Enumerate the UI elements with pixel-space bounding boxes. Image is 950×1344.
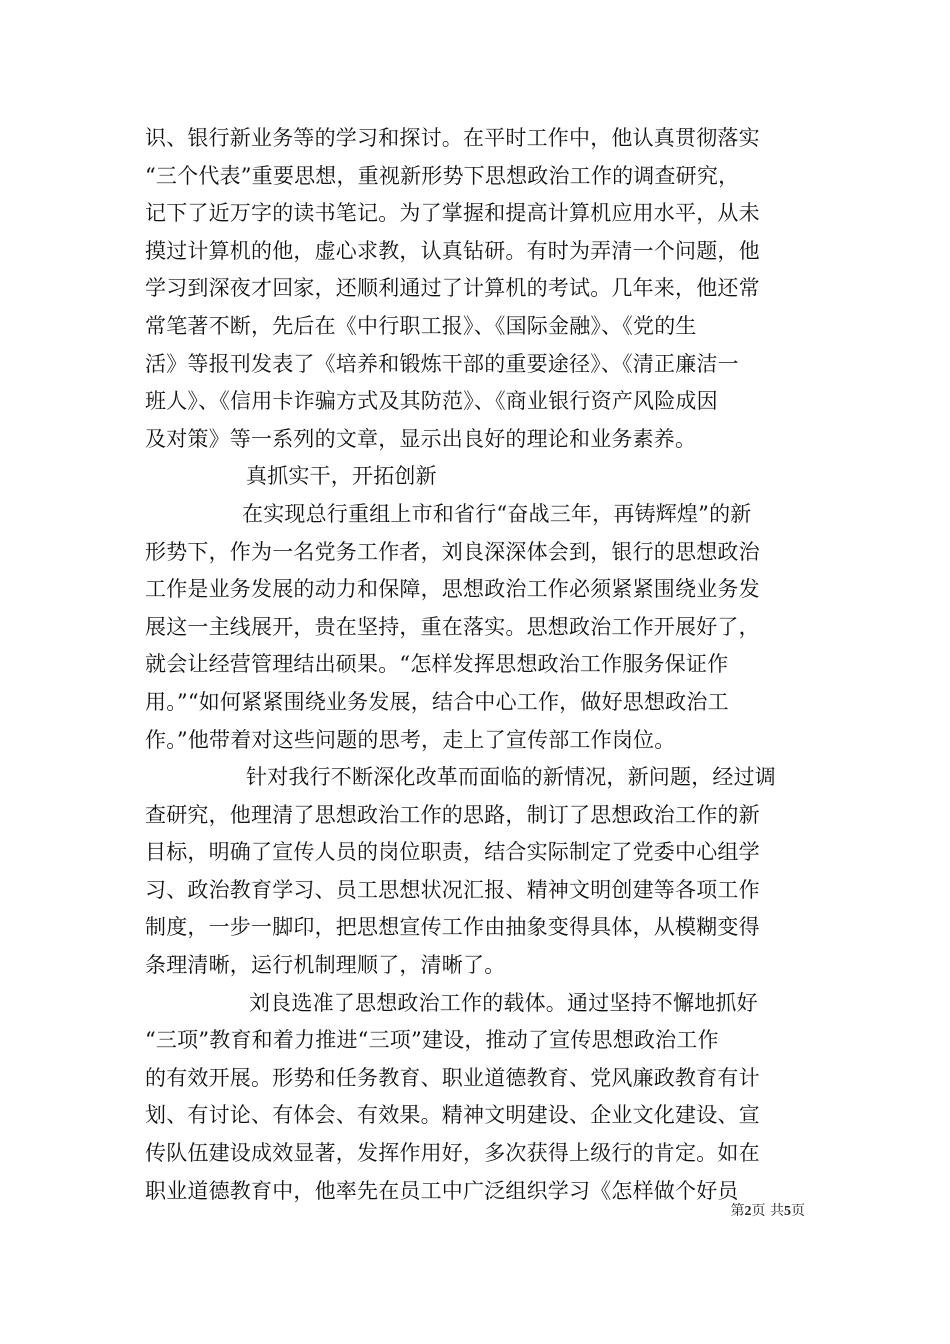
text-line: 查研究，他理清了思想政治工作的思路，制订了思想政治工作的新 xyxy=(145,802,760,827)
text-line: 传队伍建设成效显著，发挥作用好，多次获得上级行的肯定。如在 xyxy=(145,1141,760,1166)
text-line: 常笔著不断，先后在《中行职工报》、《国际金融》、《党的生 xyxy=(145,313,697,338)
text-line: 用。”“如何紧紧围绕业务发展，结合中心工作，做好思想政治工 xyxy=(145,689,729,714)
total-pages-number: 5 xyxy=(784,1204,791,1219)
footer-middle: 页 共 xyxy=(751,1203,784,1219)
footer-prefix: 第 xyxy=(730,1203,745,1219)
text-line: 在实现总行重组上市和省行“奋战三年，再铸辉煌”的新 xyxy=(242,501,752,526)
text-line: 的有效开展。形势和任务教育、职业道德教育、党风廉政教育有计 xyxy=(145,1065,760,1090)
text-line: 条理清晰，运行机制理顺了，清晰了。 xyxy=(145,953,506,978)
text-line: “三个代表”重要思想，重视新形势下思想政治工作的调查研究， xyxy=(145,163,740,188)
text-line: 作。”他带着对这些问题的思考，走上了宣传部工作岗位。 xyxy=(145,727,676,752)
document-body xyxy=(145,120,805,1210)
text-line: 针对我行不断深化改革而面临的新情况，新问题，经过调 xyxy=(246,765,776,790)
text-line: 工作是业务发展的动力和保障，思想政治工作必须紧紧围绕业务发 xyxy=(145,577,760,602)
text-line: 习、政治教育学习、员工思想状况汇报、精神文明创建等各项工作 xyxy=(145,877,760,902)
text-line: “三项”教育和着力推进“三项”建设，推动了宣传思想政治工作 xyxy=(145,1028,719,1053)
footer-suffix: 页 xyxy=(791,1203,805,1219)
text-line: 职业道德教育中，他率先在员工中广泛组织学习《怎样做个好员 xyxy=(145,1178,739,1203)
section-heading: 真抓实干，开拓创新 xyxy=(246,464,437,489)
text-line: 展这一主线展开，贵在坚持，重在落实。思想政治工作开展好了， xyxy=(145,614,760,639)
text-line: 划、有讨论、有体会、有效果。精神文明建设、企业文化建设、宣 xyxy=(145,1103,760,1128)
text-line: 记下了近万字的读书笔记。为了掌握和提高计算机应用水平，从未 xyxy=(145,201,760,226)
text-line: 及对策》等一系列的文章，显示出良好的理论和业务素养。 xyxy=(145,426,697,451)
text-line: 形势下，作为一名党务工作者，刘良深深体会到，银行的思想政治 xyxy=(145,539,760,564)
text-line: 活》等报刊发表了《培养和锻炼干部的重要途径》、《清正廉洁一 xyxy=(145,351,739,376)
text-line: 制度，一步一脚印，把思想宣传工作由抽象变得具体，从模糊变得 xyxy=(145,915,760,940)
text-line: 就会让经营管理结出硕果。“怎样发挥思想政治工作服务保证作 xyxy=(145,652,729,677)
text-line: 目标，明确了宣传人员的岗位职责，结合实际制定了党委中心组学 xyxy=(145,840,760,865)
page-number-footer xyxy=(731,1202,805,1221)
text-line: 刘良选准了思想政治工作的载体。通过坚持不懈地抓好 xyxy=(249,990,758,1015)
text-line: 学习到深夜才回家，还顺利通过了计算机的考试。几年来，他还常 xyxy=(145,276,760,301)
current-page-number: 2 xyxy=(744,1204,752,1219)
text-line: 班人》、《信用卡诈骗方式及其防范》、《商业银行资产风险成因 xyxy=(145,389,718,414)
text-line: 识、银行新业务等的学习和探讨。在平时工作中，他认真贯彻落实 xyxy=(145,126,760,150)
text-line: 摸过计算机的他，虚心求教，认真钻研。有时为弄清一个问题，他 xyxy=(145,238,760,263)
